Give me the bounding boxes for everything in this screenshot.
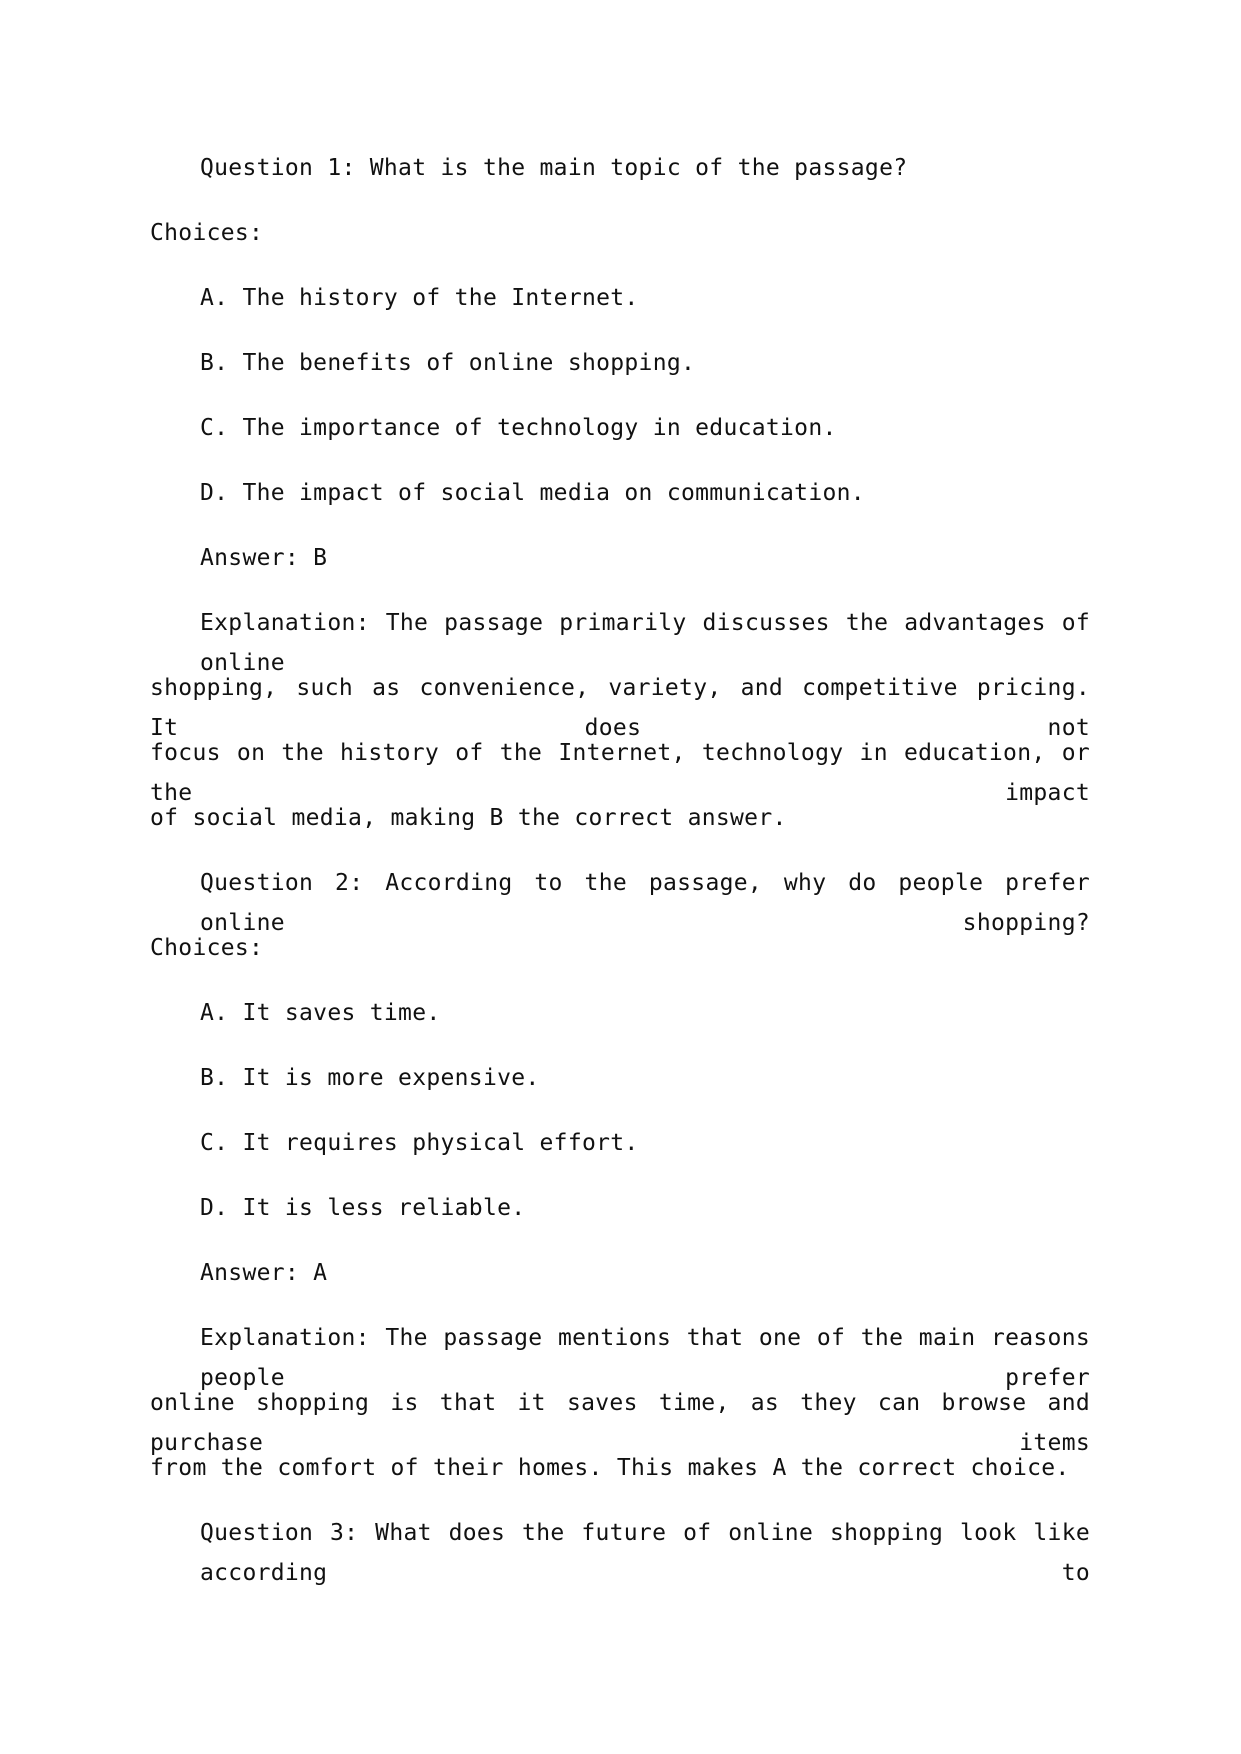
question-2-choice-a: A. It saves time.: [200, 1000, 441, 1026]
question-1-explanation-line: of social media, making B the correct answer.: [150, 805, 787, 831]
question-2-answer: Answer: A: [200, 1260, 328, 1286]
question-2-choice-b: B. It is more expensive.: [200, 1065, 540, 1091]
question-1-explanation-line: Explanation: The passage primarily discusses the advantages of online: [200, 610, 1090, 676]
question-1-choice-b: B. The benefits of online shopping.: [200, 350, 696, 376]
question-1-text: Question 1: What is the main topic of the passage?: [200, 155, 908, 181]
question-2-explanation-line: Explanation: The passage mentions that one of the main reasons people prefer: [200, 1325, 1090, 1391]
question-1-choice-d: D. The impact of social media on communication.: [200, 480, 865, 506]
question-2-explanation-line: online shopping is that it saves time, as they can browse and purchase items: [150, 1390, 1090, 1456]
question-1-choice-a: A. The history of the Internet.: [200, 285, 639, 311]
question-2-explanation-line: from the comfort of their homes. This makes A the correct choice.: [150, 1455, 1070, 1481]
question-3-text: Question 3: What does the future of online shopping look like according to: [200, 1520, 1090, 1586]
question-1-explanation-line: focus on the history of the Internet, technology in education, or the impact: [150, 740, 1090, 806]
question-2-choices-label: Choices:: [150, 935, 264, 961]
question-2-choice-c: C. It requires physical effort.: [200, 1130, 639, 1156]
question-1-explanation-line: shopping, such as convenience, variety, and competitive pricing. It does not: [150, 675, 1090, 741]
question-1-choice-c: C. The importance of technology in education.: [200, 415, 837, 441]
question-2-text: Question 2: According to the passage, why do people prefer online shopping?: [200, 870, 1090, 936]
question-2-choice-d: D. It is less reliable.: [200, 1195, 526, 1221]
question-1-answer: Answer: B: [200, 545, 328, 571]
question-1-choices-label: Choices:: [150, 220, 264, 246]
